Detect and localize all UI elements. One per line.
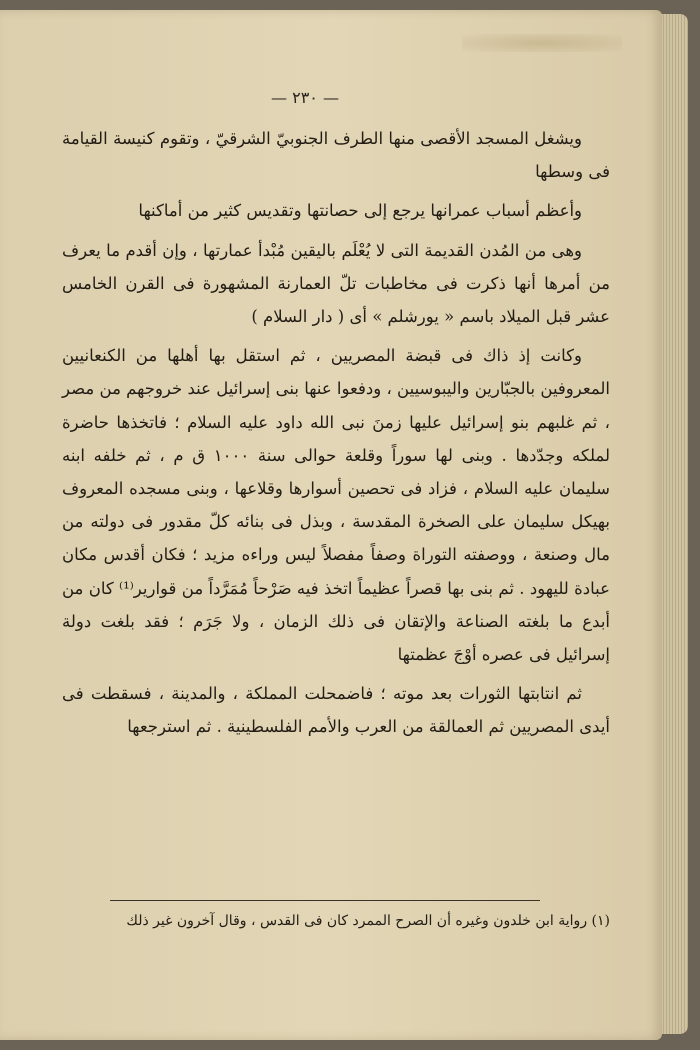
body-text	[62, 122, 610, 744]
paragraph-1: ويشغل المسجد الأقصى منها الطرف الجنوبيّ الشرقيّ ، وتقوم كنيسة القيامة فى وسطها	[62, 129, 610, 182]
book-page	[0, 10, 662, 1040]
footnote: (١) رواية ابن خلدون وغيره أن الصرح الممرد كان فى القدس ، وقال آخرون غير ذلك	[126, 913, 610, 929]
paragraph-2: وأعظم أسباب عمرانها يرجع إلى حصانتها وتقديس كثير من أماكنها	[138, 201, 582, 221]
paragraph-4: وكانت إذ ذاك فى قبضة المصريين ، ثم استقل بها أهلها من الكنعانيين المعروفين بالجبّارين واليبوسيين ، ودفعوا عنها بنى إسرائيل عند خروجهم من مصر ، ثم غلبهم بنو إسرائيل عليها زمنَ نبى الله داود عليه السلام ؛ فاتخذها حاضرة لملكه وجدّدها . وبنى لها سوراً وقلعة حوالى سنة ١٠٠٠ ق م ، ثم خلفه ابنه سليمان عليه السلام ، فزاد فى تحصين أسوارها وقلاعها ، وبنى مسجده المعروف بهيكل سليمان على الصخرة المقدسة ، وبذل فى بنائه كلّ مقدور فى دولته من مال وصنعة ، ووصفته التوراة وصفاً مفصلاً ليس وراءه مزيد ؛ فكان أقدس مكان عبادة لليهود . ثم بنى بها قصراً عظيماً اتخذ فيه صَرْحاً مُمَرَّداً من قوارير⁽¹⁾ كان من أبدع ما بلغته الصناعة والإتقان فى ذلك الزمان ، ولا جَرَم ؛ فقد بلغت دولة إسرائيل فى عصره أوْجَ عظمتها	[62, 346, 611, 665]
page-number: — ٢٣٠ —	[271, 88, 339, 107]
paragraph-5: ثم انتابتها الثورات بعد موته ؛ فاضمحلت المملكة ، والمدينة ، فسقطت فى أيدى المصريين ثم العمالقة من العرب والأمم الفلسطينية . ثم استرجعها	[62, 684, 610, 737]
footnote-rule	[110, 900, 540, 901]
paper-stain	[462, 34, 622, 52]
paragraph-3: وهى من المُدن القديمة التى لا يُعْلَم باليقين مُبْدأ عمارتها ، وإن أقدم ما يعرف من أمرها أنها ذكرت فى مخاطبات تلّ العمارنة المشهورة فى القرن الخامس عشر قبل الميلاد باسم « يورشلم » أى ( دار السلام )	[62, 240, 610, 327]
